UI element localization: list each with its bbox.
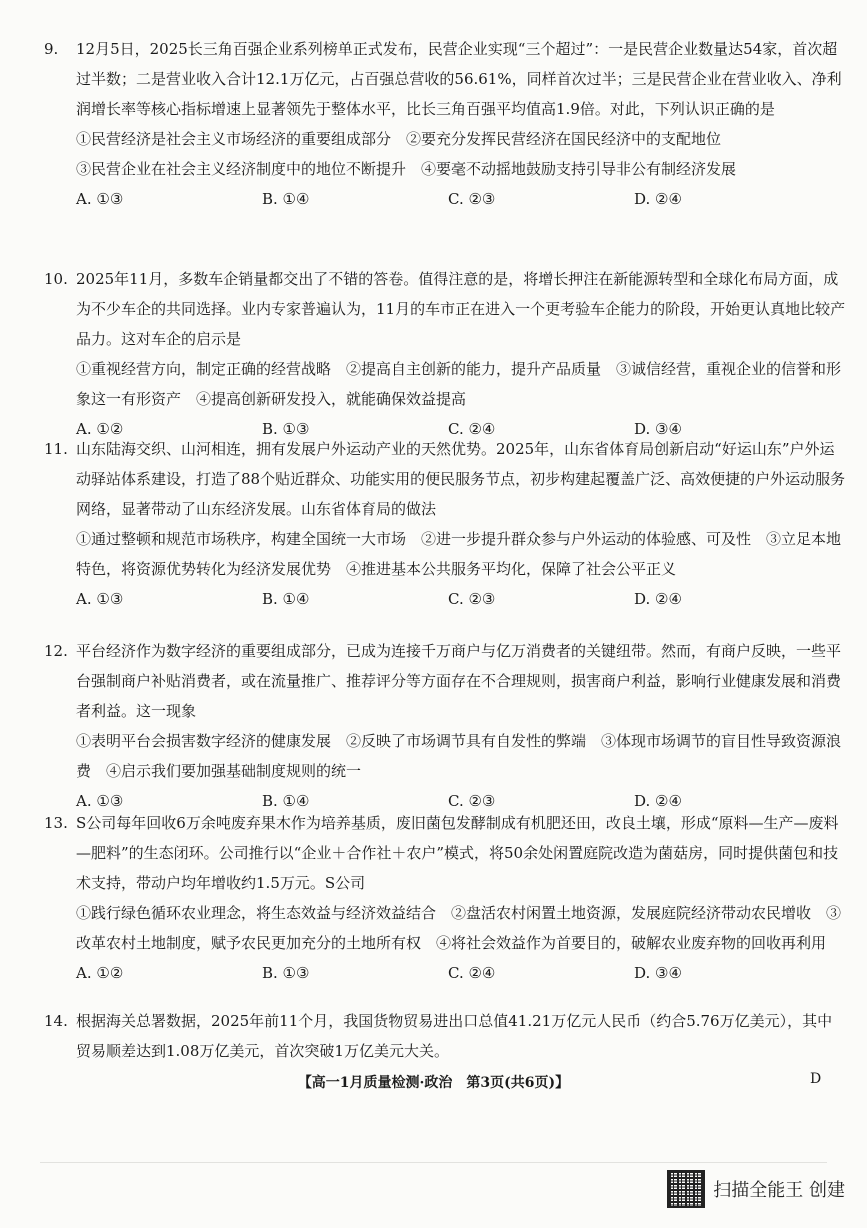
question-stem: 山东陆海交织、山河相连，拥有发展户外运动产业的天然优势。2025年，山东省体育局创新启动“好运山东”户外运动驿站体系建设，打造了88个贴近群众、功能实用的便民服务节点，初步构建起覆盖广泛、高效便捷的户外运动服务网络，显著带动了山东经济发展。山东省体育局的做法 — [76, 440, 846, 518]
question-9 — [44, 34, 846, 214]
answer-choices — [76, 184, 846, 214]
question-stem: 根据海关总署数据，2025年前11个月，我国货物贸易进出口总值41.21万亿元人民币（约合5.76万亿美元），其中贸易顺差达到1.08万亿美元，首次突破1万亿美元大关。 — [76, 1012, 833, 1060]
choice-c[interactable]: C. ②④ — [448, 964, 496, 982]
choice-b[interactable]: B. ①④ — [262, 190, 310, 208]
question-11 — [44, 434, 846, 614]
choice-c[interactable]: C. ②③ — [448, 590, 496, 608]
choice-a[interactable]: A. ①③ — [76, 590, 124, 608]
question-number: 14. — [44, 1012, 68, 1030]
question-12 — [44, 636, 846, 816]
choice-a[interactable]: A. ①③ — [76, 792, 124, 810]
scanner-label: 扫描全能王 创建 — [713, 1180, 845, 1201]
question-number: 9. — [44, 40, 59, 58]
question-13 — [44, 808, 846, 988]
choice-c[interactable]: C. ②③ — [448, 190, 496, 208]
statement-options: ①通过整顿和规范市场秩序，构建全国统一大市场 ②进一步提升群众参与户外运动的体验感、可及性 ③立足本地特色，将资源优势转化为经济发展优势 ④推进基本公共服务平均化，保障了社会公平正义 — [76, 530, 842, 578]
page-footer: 【高一1月质量检测·政治 第3页(共6页)】 — [297, 1075, 570, 1091]
question-stem: 12月5日，2025长三角百强企业系列榜单正式发布，民营企业实现“三个超过”：一是民营企业数量达54家，首次超过半数；二是营业收入合计12.1万亿元，占百强总营收的56.61%，同样首次过半；三是民营企业在营业收入、净利润增长率等核心指标增速上显著领先于整体水平，比长三角百强平均值高1.9倍。对此，下列认识正确的是 — [76, 40, 842, 118]
statement-options: ①践行绿色循环农业理念，将生态效益与经济效益结合 ②盘活农村闲置土地资源，发展庭院经济带动农民增收 ③改革农村土地制度，赋予农民更加充分的土地所有权 ④将社会效益作为首要目的，破解农业废弃物的回收再利用 — [76, 904, 842, 952]
question-number: 10. — [44, 270, 68, 288]
choice-b[interactable]: B. ①③ — [262, 420, 310, 438]
question-number: 11. — [44, 440, 68, 458]
statement-options: ①表明平台会损害数字经济的健康发展 ②反映了市场调节具有自发性的弊端 ③体现市场调节的盲目性导致资源浪费 ④启示我们要加强基础制度规则的统一 — [76, 732, 842, 780]
question-10 — [44, 264, 846, 444]
statement-options: ①民营经济是社会主义市场经济的重要组成部分 ②要充分发挥民营经济在国民经济中的支配地位 — [76, 130, 722, 148]
choice-d[interactable]: D. ②④ — [634, 792, 682, 810]
choice-b[interactable]: B. ①④ — [262, 792, 310, 810]
question-stem: 2025年11月，多数车企销量都交出了不错的答卷。值得注意的是，将增长押注在新能源转型和全球化布局方面，成为不少车企的共同选择。业内专家普遍认为，11月的车市正在进入一个更考验车企能力的阶段，开始更认真地比较产品力。这对车企的启示是 — [76, 270, 846, 348]
choice-c[interactable]: C. ②④ — [448, 420, 496, 438]
choice-d[interactable]: D. ②④ — [634, 590, 682, 608]
scanner-watermark — [667, 1170, 845, 1208]
answer-choices — [76, 958, 846, 988]
statement-options: ①重视经营方向，制定正确的经营战略 ②提高自主创新的能力，提升产品质量 ③诚信经营，重视企业的信誉和形象这一有形资产 ④提高创新研发投入，就能确保效益提高 — [76, 360, 842, 408]
choice-a[interactable]: A. ①③ — [76, 190, 124, 208]
question-number: 12. — [44, 642, 68, 660]
choice-a[interactable]: A. ①② — [76, 420, 124, 438]
qr-code-icon — [667, 1170, 705, 1208]
question-14 — [44, 1006, 846, 1066]
version-mark: D — [810, 1071, 822, 1087]
choice-b[interactable]: B. ①④ — [262, 590, 310, 608]
statement-options: ③民营企业在社会主义经济制度中的地位不断提升 ④要毫不动摇地鼓励支持引导非公有制经济发展 — [76, 160, 737, 178]
question-number: 13. — [44, 814, 68, 832]
question-stem: S公司每年回收6万余吨废弃果木作为培养基质，废旧菌包发酵制成有机肥还田，改良土壤，形成“原料—生产—废料—肥料”的生态闭环。公司推行以“企业＋合作社＋农户”模式，将50余处闲置庭院改造为菌菇房，同时提供菌包和技术支持，带动户均年增收约1.5万元。S公司 — [76, 814, 839, 892]
choice-d[interactable]: D. ②④ — [634, 190, 682, 208]
choice-a[interactable]: A. ①② — [76, 964, 124, 982]
divider — [40, 1162, 827, 1163]
choice-c[interactable]: C. ②③ — [448, 792, 496, 810]
question-stem: 平台经济作为数字经济的重要组成部分，已成为连接千万商户与亿万消费者的关键纽带。然而，有商户反映，一些平台强制商户补贴消费者，或在流量推广、推荐评分等方面存在不合理规则，损害商户利益，影响行业健康发展和消费者利益。这一现象 — [76, 642, 842, 720]
choice-d[interactable]: D. ③④ — [634, 964, 682, 982]
answer-choices — [76, 584, 846, 614]
choice-b[interactable]: B. ①③ — [262, 964, 310, 982]
choice-d[interactable]: D. ③④ — [634, 420, 682, 438]
